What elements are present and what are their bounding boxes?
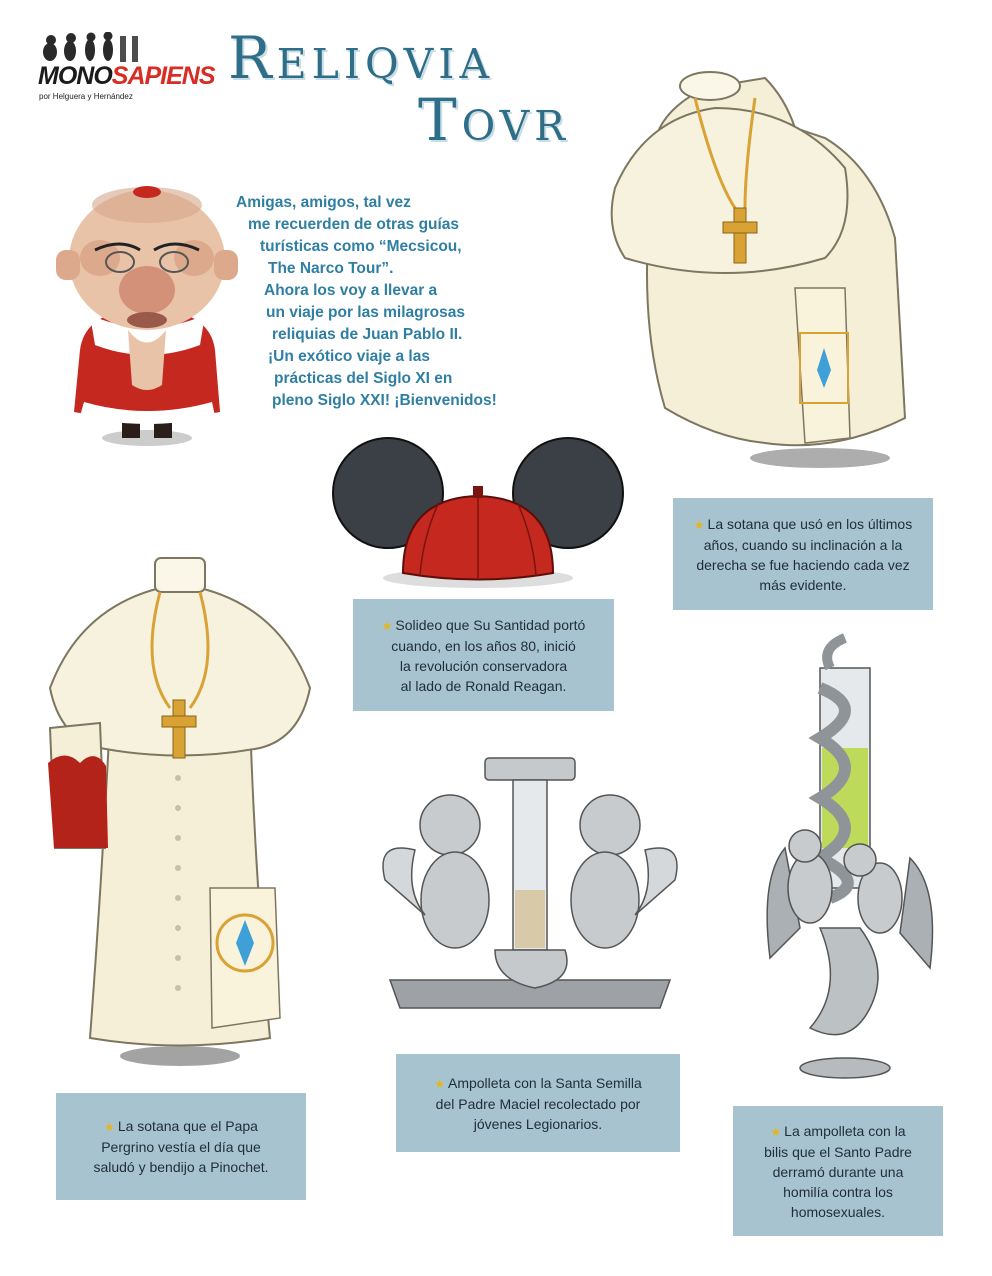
logo-byline: por Helguera y Hernández [39, 92, 133, 101]
logo-wordmark: MONOSAPIENS [38, 62, 215, 90]
intro-line: Amigas, amigos, tal vez [236, 194, 411, 211]
cherub-ampoule-illustration [375, 740, 685, 1030]
star-bullet-icon: ★ [434, 1076, 445, 1091]
caption-line: homosexuales. [790, 1203, 886, 1220]
caption-line: cuando, en los años 80, inició [391, 637, 576, 654]
caption-line: ★ La ampolleta con la [770, 1122, 906, 1139]
caption-line: derramó durante una [772, 1163, 904, 1180]
title-line-1: Reliqvia [228, 24, 495, 92]
intro-line: prácticas del Siglo XI en [274, 370, 453, 387]
intro-text [236, 192, 546, 412]
cassock-bloody-sleeve-illustration [40, 548, 320, 1068]
intro-line: turísticas como “Mecsicou, [260, 238, 462, 255]
intro-line: ¡Un exótico viaje a las [268, 348, 430, 365]
title-line-2: Tovr [418, 86, 571, 154]
caption-line: homilía contra los [783, 1183, 893, 1200]
caption-line: del Padre Maciel recolectado por [435, 1095, 641, 1112]
intro-line: The Narco Tour”. [268, 260, 394, 277]
caption-line: ★ La sotana que el Papa [104, 1118, 258, 1134]
caption-line: ★ Solideo que Su Santidad portó [381, 616, 586, 633]
caption-line: años, cuando su inclinación a la [703, 536, 903, 553]
caption-line: ★ Ampolleta con la Santa Semilla [434, 1074, 642, 1091]
caption-line: la revolución conservadora [399, 657, 568, 674]
caption-box-pinochet [56, 1093, 306, 1200]
caption-box-solideo [353, 599, 614, 711]
intro-line: reliquias de Juan Pablo II. [272, 326, 463, 343]
guide-caricature-illustration [50, 180, 245, 450]
intro-line: me recuerden de otras guías [248, 216, 460, 233]
mickey-skullcap-illustration [328, 418, 628, 598]
star-bullet-icon: ★ [104, 1120, 115, 1134]
star-bullet-icon: ★ [693, 517, 705, 532]
caption-line: al lado de Ronald Reagan. [400, 677, 567, 694]
evolution-figures-icon [40, 32, 190, 64]
star-bullet-icon: ★ [381, 618, 393, 633]
caption-box-bilis [733, 1106, 943, 1236]
caption-box-sotana-ultimos [673, 498, 933, 610]
star-bullet-icon: ★ [770, 1124, 782, 1139]
caption-box-maciel [396, 1054, 680, 1152]
caption-line: más evidente. [759, 576, 847, 593]
caption-line: bilis que el Santo Padre [764, 1143, 912, 1160]
intro-line: un viaje por las milagrosas [266, 304, 465, 321]
caption-line: ★ La sotana que usó en los últimos [693, 515, 913, 532]
intro-line: pleno Siglo XXI! ¡Bienvenidos! [272, 392, 497, 409]
caption-line: Pergrino vestía el día que [101, 1139, 261, 1155]
demon-serpent-ampoule-illustration [760, 628, 940, 1088]
leaning-cassock-illustration [595, 58, 935, 478]
caption-line: jóvenes Legionarios. [473, 1115, 603, 1132]
caption-line: derecha se fue haciendo cada vez [696, 556, 910, 573]
intro-line: Ahora los voy a llevar a [264, 282, 438, 299]
monosapiens-logo [38, 32, 215, 101]
caption-line: saludó y bendijo a Pinochet. [93, 1159, 269, 1175]
